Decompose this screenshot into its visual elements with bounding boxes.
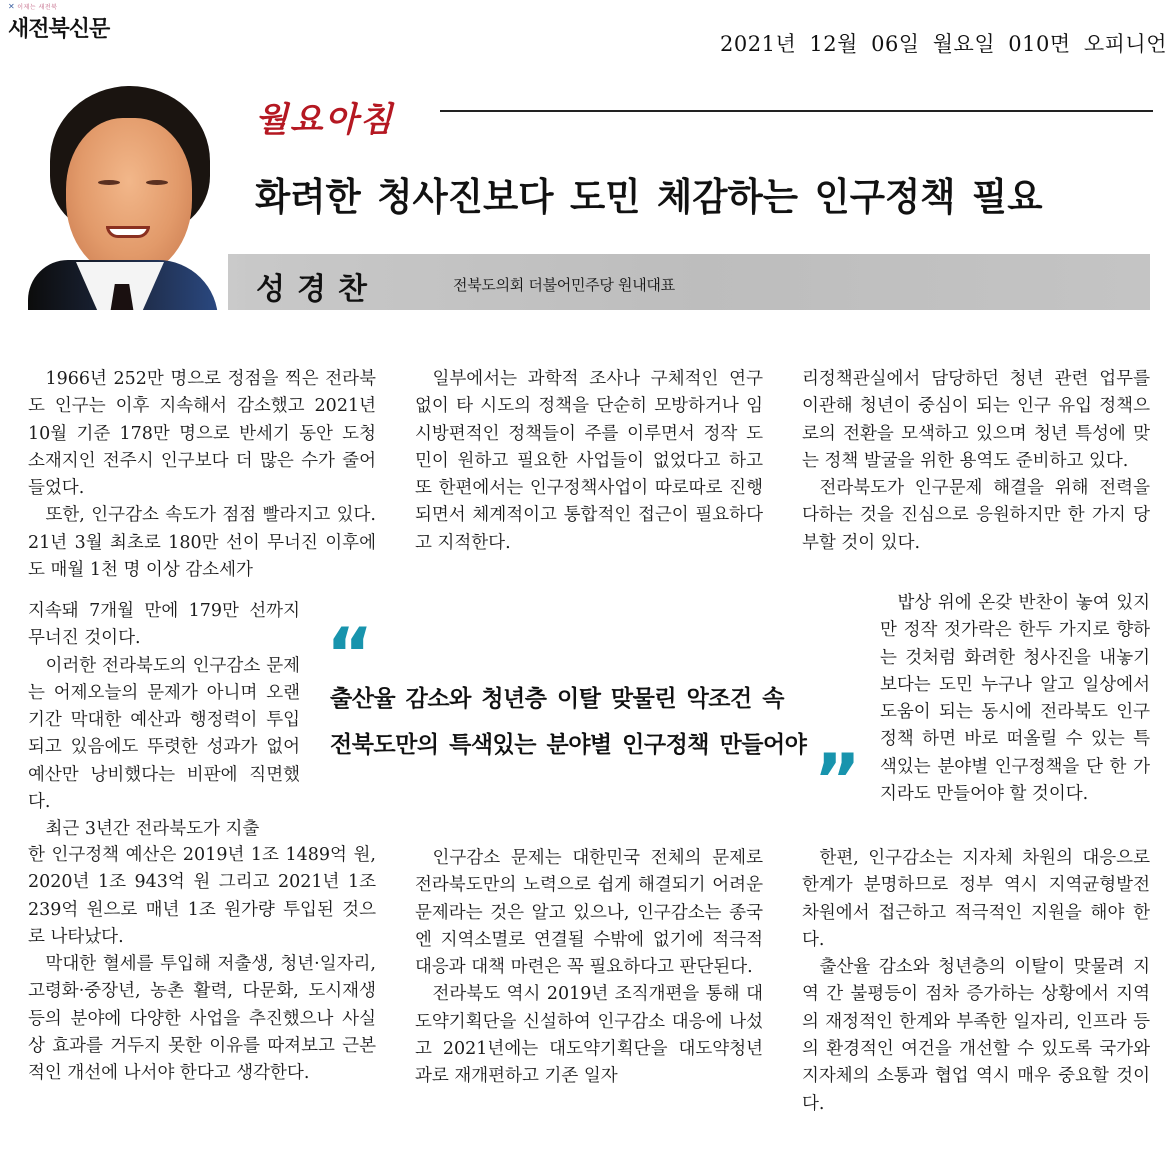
column-2-top <box>415 366 763 557</box>
paragraph: 한 인구정책 예산은 2019년 1조 1489억 원, 2020년 1조 943억 원 그리고 2021년 1조 239억 원으로 매년 1조 원가량 투입된 것으로 나타났다. <box>28 845 376 947</box>
paragraph: 막대한 혈세를 투입해 저출생, 청년·일자리, 고령화·중장년, 농촌 활력, 다문화, 도시재생 등의 분야에 다양한 사업을 추진했으나 사실상 효과를 거두지 못한 이유를 따져보고 근본적인 개선에 나서야 한다고 생각한다. <box>28 954 376 1084</box>
paragraph: 출산율 감소와 청년층의 이탈이 맞물려 지역 간 불평등이 점차 증가하는 상황에서 지역의 재정적인 한계와 부족한 일자리, 인프라 등의 환경적인 여건을 개선할 수 있도록 국가와 지자체의 소통과 협업 역시 매우 중요할 것이다. <box>802 957 1150 1114</box>
column-3-middle <box>880 590 1150 808</box>
headline: 화려한 청사진보다 도민 체감하는 인구정책 필요 <box>255 175 1043 219</box>
newspaper-logo[interactable] <box>4 2 114 42</box>
column-2-bottom <box>415 845 763 1091</box>
author-name: 성경찬 <box>256 272 379 307</box>
paragraph: 이러한 전라북도의 인구감소 문제는 어제오늘의 문제가 아니며 오랜 기간 막대한 예산과 행정력이 투입되고 있음에도 뚜렷한 성과가 없어 예산만 낭비했다는 비판에 직면했다. <box>28 655 300 813</box>
open-quote-icon: “ <box>326 612 374 696</box>
column-1-bottom <box>28 842 376 1088</box>
column-1-top <box>28 366 376 584</box>
column-1-middle <box>28 598 300 844</box>
pull-quote-line-2: 전북도만의 특색있는 분야별 인구정책 만들어야 <box>330 732 807 758</box>
dateline: 2021년 12월 06일 월요일 010면 오피니언 <box>720 32 1167 56</box>
paragraph: 일부에서는 과학적 조사나 구체적인 연구 없이 타 시도의 정책을 단순히 모방하거나 임시방편적인 정책들이 주를 이루면서 정작 도민이 원하고 필요한 사업들이 없었다고 하고 또 한편에서는 인구정책사업이 따로따로 진행되면서 체계적이고 통합적인 접근이 필요하다고 지적한다. <box>415 369 763 553</box>
logo-tagline-text: 이제는 새전북 <box>17 4 58 11</box>
paragraph: 1966년 252만 명으로 정점을 찍은 전라북도 인구는 이후 지속해서 감소했고 2021년 10월 기준 178만 명으로 반세기 동안 도청 소재지인 전주시 인구보다 더 많은 수가 줄어들었다. <box>28 369 376 499</box>
paragraph: 전라북도 역시 2019년 조직개편을 통해 대도약기획단을 신설하여 인구감소 대응에 나섰고 2021년에는 대도약기획단을 대도약청년과로 재개편하고 기존 일자 <box>415 984 763 1087</box>
column-3-top <box>802 366 1150 557</box>
column-3-bottom <box>802 845 1150 1118</box>
paragraph: 전라북도가 인구문제 해결을 위해 전력을 다하는 것을 진심으로 응원하지만 한 가지 당부할 것이 있다. <box>802 478 1150 553</box>
close-quote-icon: ” <box>813 738 861 822</box>
paragraph: 밥상 위에 온갖 반찬이 놓여 있지만 정작 젓가락은 한두 가지로 향하는 것처럼 화려한 청사진을 내놓기보다는 도민 누구나 알고 일상에서 도움이 되는 동시에 전라북도 인구정책 하면 바로 떠올릴 수 있는 특색있는 분야별 인구정책을 단 한 가지라도 만들어야 할 것이다. <box>880 593 1150 805</box>
logo-mark-icon: ✕ <box>8 2 16 11</box>
author-role: 전북도의회 더불어민주당 원내대표 <box>453 276 675 294</box>
pull-quote-line-1: 출산율 감소와 청년층 이탈 맞물린 악조건 속 <box>330 686 784 712</box>
logo-name: 새전북신문 <box>8 17 110 42</box>
paragraph: 인구감소 문제는 대한민국 전체의 문제로 전라북도만의 노력으로 쉽게 해결되기 어려운 문제라는 것은 알고 있으나, 인구감소는 종국엔 지역소멸로 연결될 수밖에 없기에 적극적 대응과 대책 마련은 꼭 필요하다고 판단된다. <box>415 848 763 978</box>
paragraph: 지속돼 7개월 만에 179만 선까지 무너진 것이다. <box>28 601 300 649</box>
series-rule-divider <box>440 110 1153 112</box>
logo-tagline <box>8 2 57 11</box>
paragraph: 또한, 인구감소 속도가 점점 빨라지고 있다. 21년 3월 최초로 180만 선이 무너진 이후에도 매월 1천 명 이상 감소세가 <box>28 505 376 581</box>
paragraph: 리정책관실에서 담당하던 청년 관련 업무를 이관해 청년이 중심이 되는 인구 유입 정책으로의 전환을 모색하고 있으며 청년 특성에 맞는 정책 발굴을 위한 용역도 준비하고 있다. <box>802 369 1150 471</box>
author-photo <box>28 84 228 310</box>
pull-quote <box>326 612 861 822</box>
paragraph: 한편, 인구감소는 지자체 차원의 대응으로 한계가 분명하므로 정부 역시 지역균형발전 차원에서 접근하고 적극적인 지원을 해야 한다. <box>802 848 1150 950</box>
paragraph: 최근 3년간 전라북도가 지출 <box>45 819 260 840</box>
series-title: 월요아침 <box>255 100 395 140</box>
